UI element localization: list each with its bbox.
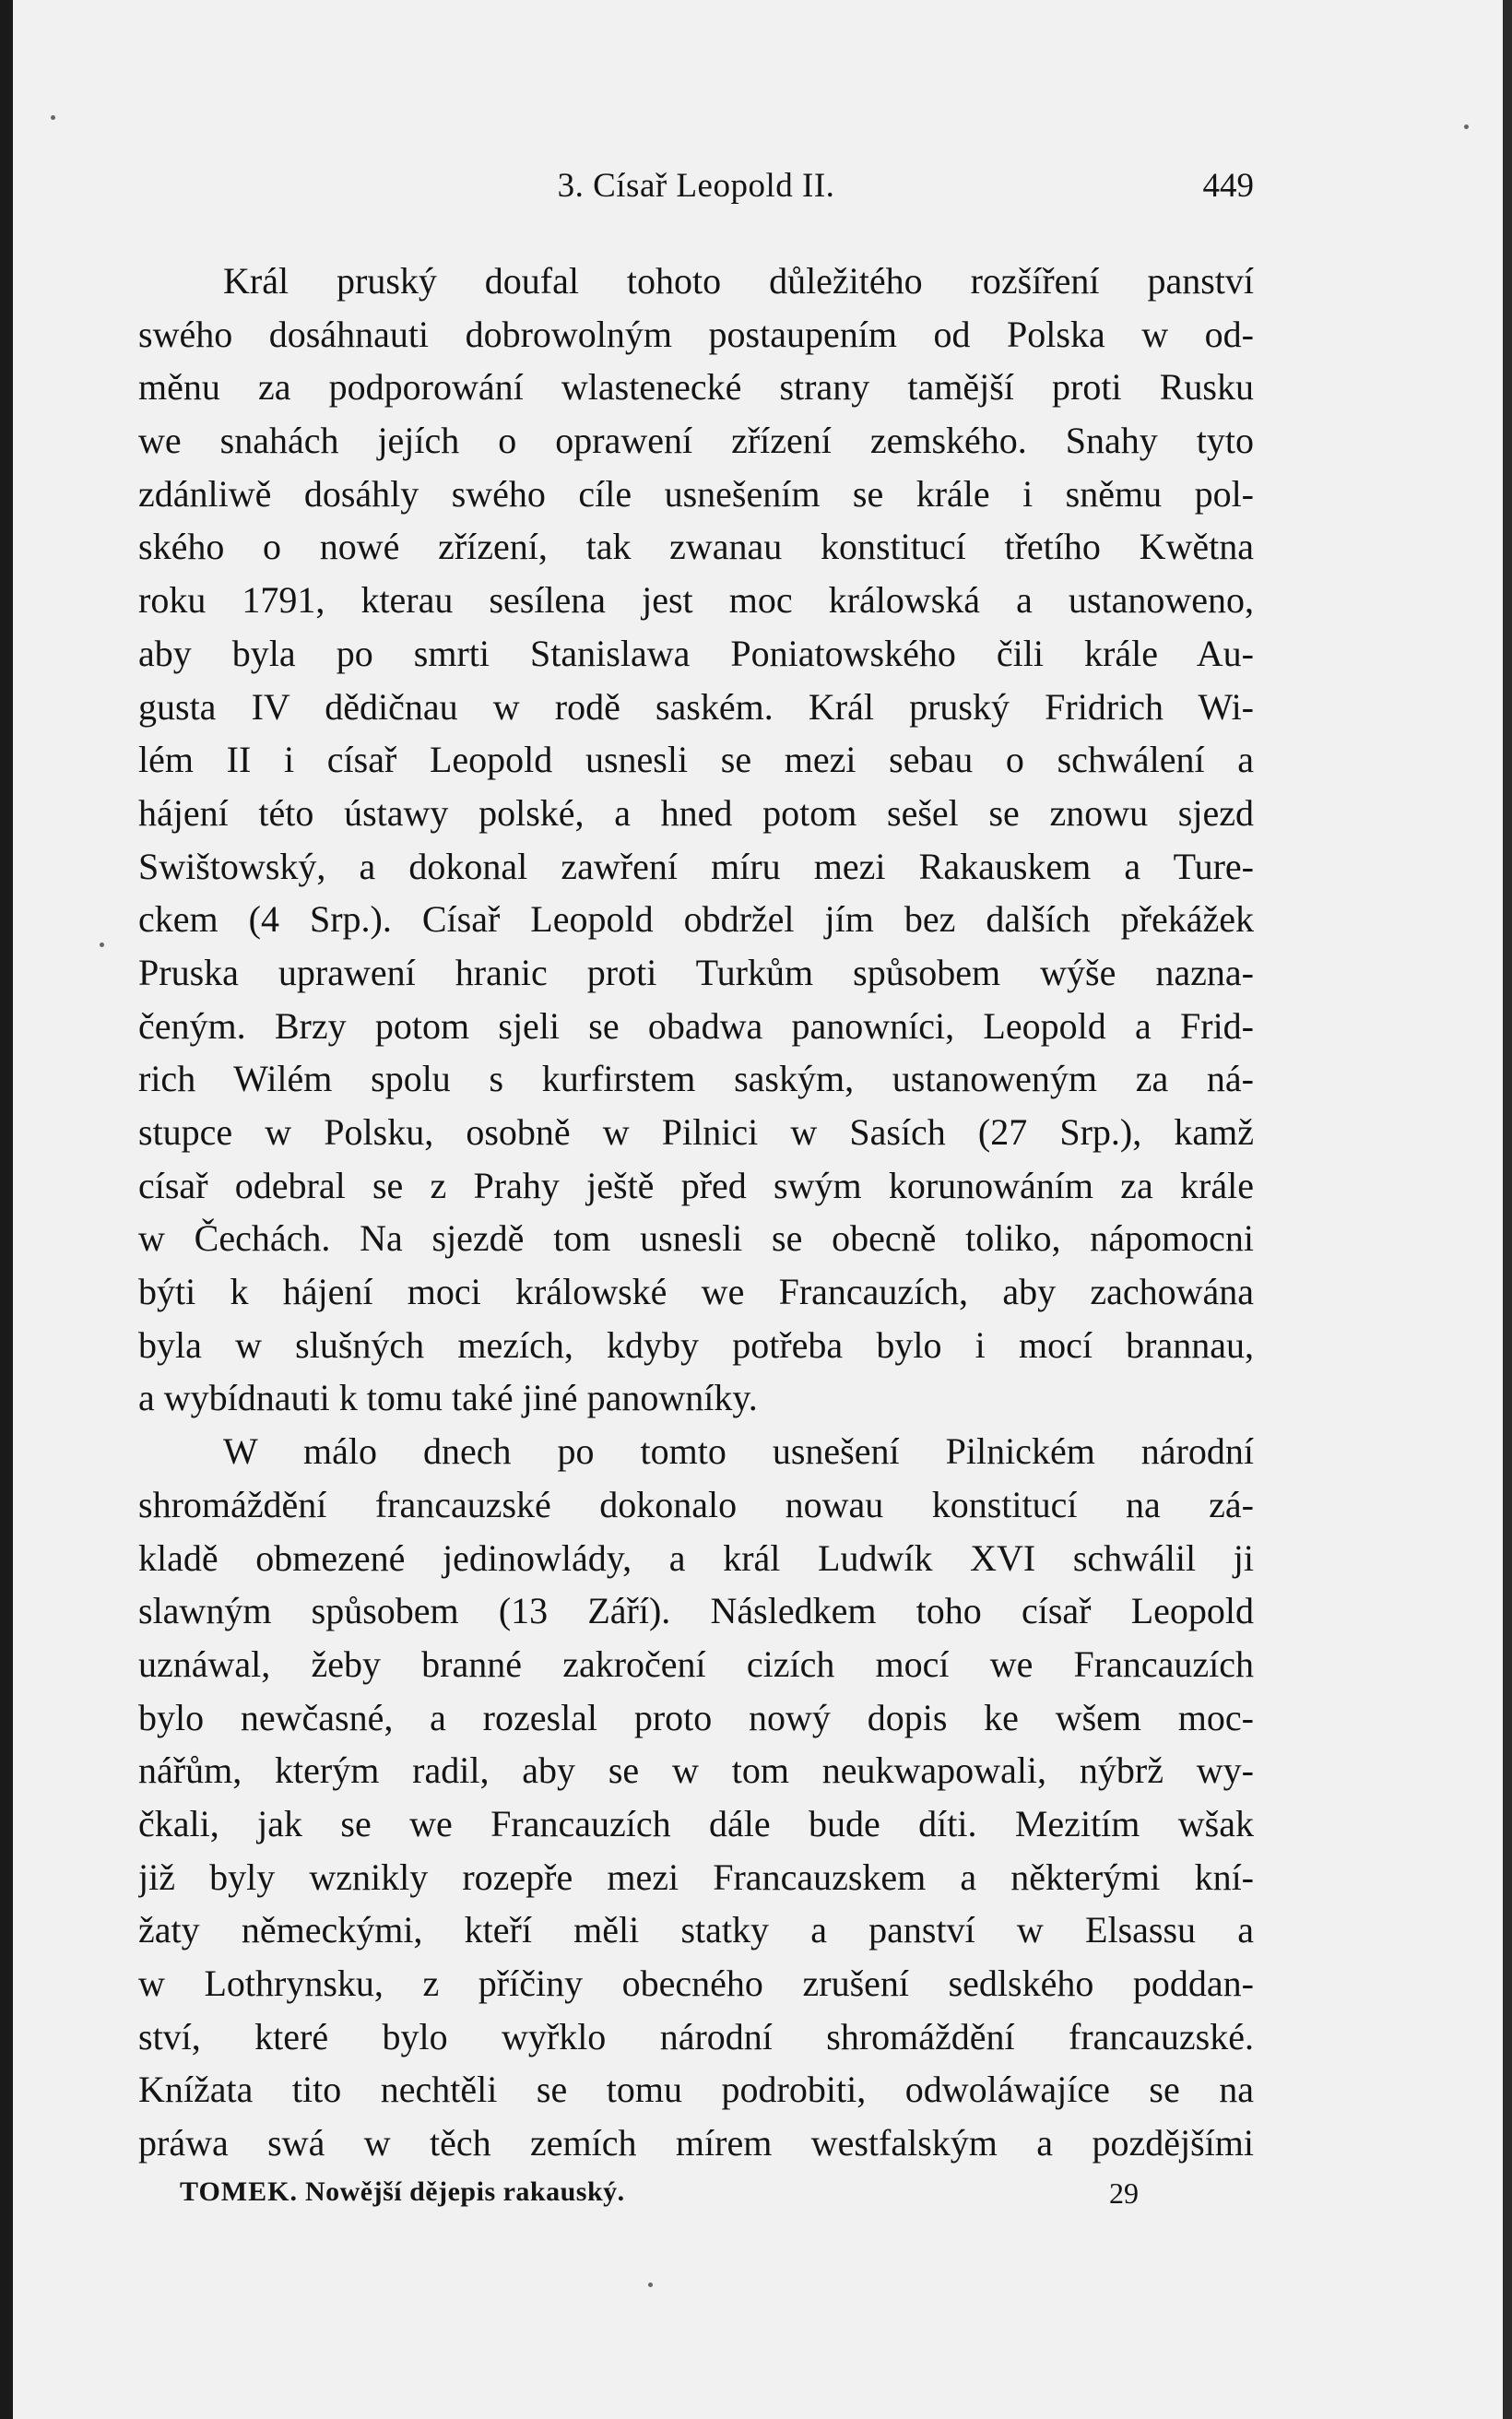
text-line: kladě obmezené jedinowlády, a král Ludwík XVI schwálil ji: [138, 1536, 1254, 1579]
text-line: ckem (4 Srp.). Císař Leopold obdržel jím bez dalších překážek: [138, 898, 1254, 941]
text-line: Swištowský, a dokonal zawření míru mezi Rakauskem a Ture-: [138, 845, 1254, 887]
page-header: [138, 166, 1254, 212]
text-line: w Čechách. Na sjezdě tom usnesli se obecně toliko, nápomocni: [138, 1217, 1254, 1260]
text-line: shromáždění francauzské dokonalo nowau konstitucí na zá-: [138, 1483, 1254, 1525]
scan-speck: [1464, 125, 1469, 129]
text-line: gusta IV dědičnau w rodě saském. Král pruský Fridrich Wi-: [138, 685, 1254, 728]
text-line: nářům, kterým radil, aby se w tom neukwapowali, nýbrž wy-: [138, 1749, 1254, 1792]
text-line: zdánliwě dosáhly swého cíle usnešením se krále i sněmu pol-: [138, 472, 1254, 515]
scan-speck: [648, 2283, 653, 2287]
text-line: čkali, jak se we Francauzích dále bude díti. Mezitím wšak: [138, 1802, 1254, 1844]
paragraph-1: [138, 255, 1254, 1425]
text-line: lém II i císař Leopold usnesli se mezi sebau o schwálení a: [138, 739, 1254, 781]
text-line: již byly wznikly rozepře mezi Francauzskem a některými kní-: [138, 1856, 1254, 1898]
text-line: a wybídnauti k tomu také jiné panowníky.: [138, 1377, 758, 1419]
text-line: císař odebral se z Prahy ještě před swým korunowáním za krále: [138, 1164, 1254, 1206]
text-line: hájení této ústawy polské, a hned potom sešel se znowu sjezd: [138, 791, 1254, 834]
scan-left-edge: [0, 0, 13, 2419]
sheet-number: 29: [1109, 2176, 1139, 2210]
page-footer: [180, 2176, 1139, 2217]
text-line: slawným spůsobem (13 Září). Následkem toho císař Leopold: [138, 1590, 1254, 1632]
text-line: we snahách jejích o oprawení zřízení zemského. Snahy tyto: [138, 420, 1254, 462]
text-line: rich Wilém spolu s kurfirstem saským, ustanoweným za ná-: [138, 1058, 1254, 1100]
text-line: W málo dnech po tomto usnešení Pilnickém národní: [223, 1430, 1254, 1473]
text-line: ství, které bylo wyřklo národní shromáždění francauzské.: [138, 2015, 1254, 2057]
text-line: bylo newčasné, a rozeslal proto nowý dopis ke wšem moc-: [138, 1696, 1254, 1738]
text-line: býti k hájení moci králowské we Francauzích, aby zachowána: [138, 1271, 1254, 1313]
scan-speck: [100, 943, 104, 947]
text-line: uznáwal, žeby branné zakročení cizích mocí we Francauzích: [138, 1642, 1254, 1685]
signature-author: TOMEK.: [180, 2176, 298, 2207]
signature-book-title: Nowější dějepis rakauský.: [304, 2176, 625, 2207]
scan-speck: [51, 115, 55, 120]
running-title: 3. Císař Leopold II.: [557, 167, 835, 205]
text-line: roku 1791, kterau sesílena jest moc králowská a ustanoweno,: [138, 579, 1254, 622]
text-line: měnu za podporowání wlastenecké strany tamější proti Rusku: [138, 366, 1254, 409]
paragraph-2: [138, 1425, 1254, 2170]
text-line: Pruska uprawení hranic proti Turkům spůsobem wýše nazna-: [138, 951, 1254, 993]
text-line: čeným. Brzy potom sjeli se obadwa panowníci, Leopold a Frid-: [138, 1004, 1254, 1047]
text-line: práwa swá w těch zemích mírem westfalským a pozdějšími: [138, 2122, 1254, 2164]
text-line: ského o nowé zřízení, tak zwanau konstitucí třetího Kwětna: [138, 526, 1254, 568]
text-line: žaty německými, kteří měli statky a panství w Elsassu a: [138, 1909, 1254, 1951]
scan-right-edge: [1503, 0, 1512, 2419]
printer-signature: [180, 2176, 625, 2208]
text-line: Knížata tito nechtěli se tomu podrobiti, odwoláwajíce se na: [138, 2069, 1254, 2111]
text-line: w Lothrynsku, z příčiny obecného zrušení sedlského poddan-: [138, 1962, 1254, 2004]
text-line: aby byla po smrti Stanislawa Poniatowského čili krále Au-: [138, 632, 1254, 674]
text-line: swého dosáhnauti dobrowolným postaupením od Polska w od-: [138, 313, 1254, 355]
text-line: byla w slušných mezích, kdyby potřeba bylo i mocí brannau,: [138, 1323, 1254, 1366]
text-line: stupce w Polsku, osobně w Pilnici w Sasích (27 Srp.), kamž: [138, 1111, 1254, 1153]
page-number: 449: [1202, 167, 1254, 205]
text-line: Král pruský doufal tohoto důležitého rozšíření panství: [223, 260, 1254, 302]
body-text: [138, 255, 1254, 2170]
